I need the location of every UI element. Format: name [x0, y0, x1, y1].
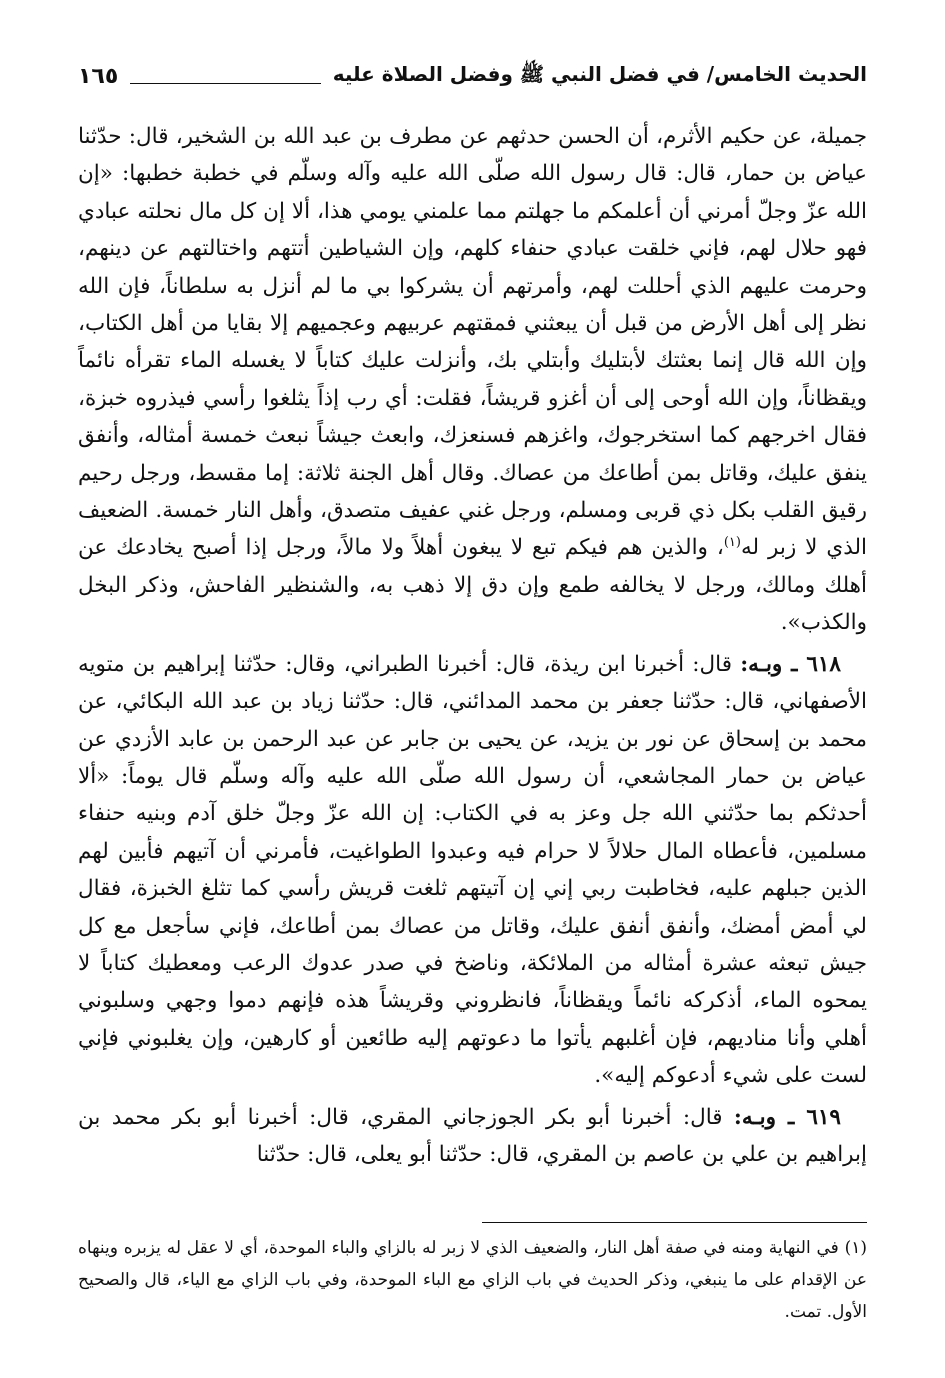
hadith-618-text: قال: أخبرنا ابن ريذة، قال: أخبرنا الطبراني، وقال: حدّثنا إبراهيم بن متويه الأصفهاني، قال: حدّثنا جعفر بن محمد المدائني، قال: حدّثنا زياد بن عبد الله البكائي، عن محمد بن إسحاق عن نور بن يزيد، عن يحيى بن جابر عن عبد الرحمن بن عابد الأزدي عن عياض بن حمار المجاشعي، أن رسول الله صلّى الله عليه وآله وسلّم قال يوماً: «ألا أحدثكم بما حدّثني الله جل وعز به في الكتاب: إن الله عزّ وجلّ خلق آدم وبنيه حنفاء مسلمين، فأعطاه المال حلالاً لا حرام فيه وعبدوا الطواغيت، فأمرني أن آتيهم فأبين لهم الذين جبلهم عليه، فخاطبت ربي إني إن آتيتهم ثلغت قريش رأسي كما تثلغ الخبزة، فقال لي أمض أمضك، وأنفق أنفق عليك، وقاتل من عصاك بمن أطاعك، فإني سأجعل مع كل جيش تبعثه عشرة أمثاله من الملائكة، وناضخ في صدر عدوك الرعب ومعطيك كتاباً لا يمحوه الماء، أذكركه نائماً ويقظاناً، فانظروني وقريشاً هذه فإنهم دموا وجهي وسلبوني أهلي وأنا مناديهم، فإن أغلبهم يأتوا ما دعوتهم إليه طائعين أو كارهين، وإن يغلبوني فإني لست على شيء أدعوكم إليه». — [78, 651, 867, 1089]
running-header — [78, 56, 867, 96]
footnote-separator — [482, 1222, 867, 1223]
hadith-618-number: ٦١٨ ـ وبـه: — [740, 651, 841, 677]
header-rule — [130, 83, 320, 84]
page-number: ١٦٥ — [78, 63, 119, 89]
paragraph-1-end-text: ، والذين هم فيكم تبع لا يبغون أهلاً ولا مالاً، ورجل إذا أصبح يخادعك عن أهلك ومالك، ورجل لا يخالفه طمع وإن دق إلا ذهب به، والشنظير الفاحش، وذكر البخل والكذب». — [78, 535, 867, 636]
hadith-619-text: قال: أخبرنا أبو بكر الجوزجاني المقري، قال: أخبرنا أبو بكر محمد بن إبراهيم بن علي بن عاصم بن المقري، قال: حدّثنا أبو يعلى، قال: حدّثنا — [78, 1104, 867, 1167]
header-title: الحديث الخامس/ في فضل النبي ﷺ وفضل الصلاة عليه — [332, 61, 867, 86]
hadith-618 — [78, 646, 867, 1095]
footnote-1: (١) في النهاية ومنه في صفة أهل النار، والضعيف الذي لا زبر له بالزاي والباء الموحدة، أي لا عقل له يزبره وينهاه عن الإقدام على ما ينبغي، وذكر الحديث في باب الزاي مع الباء الموحدة، وفي باب الزاي مع الياء، قال والصحيح الأول. تمت. — [78, 1238, 867, 1322]
hadith-619-number: ٦١٩ ـ وبـه: — [733, 1104, 841, 1130]
footnotes — [78, 1232, 867, 1328]
footnote-reference[interactable]: (١) — [723, 535, 741, 551]
hadith-619 — [78, 1099, 867, 1174]
paragraph-1-text: جميلة، عن حكيم الأثرم، أن الحسن حدثهم عن مطرف بن عبد الله بن الشخير، قال: حدّثنا عياض بن حمار، قال: قال رسول الله صلّى الله عليه وآله وسلّم في خطبة خطبها: «إن الله عزّ وجلّ أمرني أن أعلمكم ما جهلتم مما علمني يومي هذا، ألا إن كل مال نحلته عبادي فهو حلال لهم، فإني خلقت عبادي حنفاء كلهم، وإن الشياطين أتتهم واختالتهم عن دينهم، وحرمت عليهم الذي أحللت لهم، وأمرتهم أن يشركوا بي ما لم أنزل به سلطاناً، فإن الله نظر إلى أهل الأرض من قبل أن يبعثني فمقتهم عربيهم وعجميهم إلا بقايا من أهل الكتاب، وإن الله قال إنما بعثتك لأبتليك وأبتلي بك، وأنزلت عليك كتاباً لا يغسله الماء تقرأه نائماً ويقظاناً، وإن الله أوحى إلى أن أغزو قريشاً، فقلت: أي رب إذاً يثلغوا رأسي فيذروه خبزة، فقال اخرجهم كما استخرجوك، واغزهم فسنعزك، وابعث جيشاً نبعث خمسة أمثاله، وأنفق ينفق عليك، وقاتل بمن أطاعك من عصاك. وقال أهل الجنة ثلاثة: إما مقسط، ورجل رحيم رقيق القلب بكل ذي قربى ومسلم، ورجل غني عفيف متصدق، وأهل النار خمسة. الضعيف الذي لا زبر له — [78, 124, 868, 561]
main-text — [78, 118, 867, 1173]
paragraph-continuation — [78, 118, 867, 642]
